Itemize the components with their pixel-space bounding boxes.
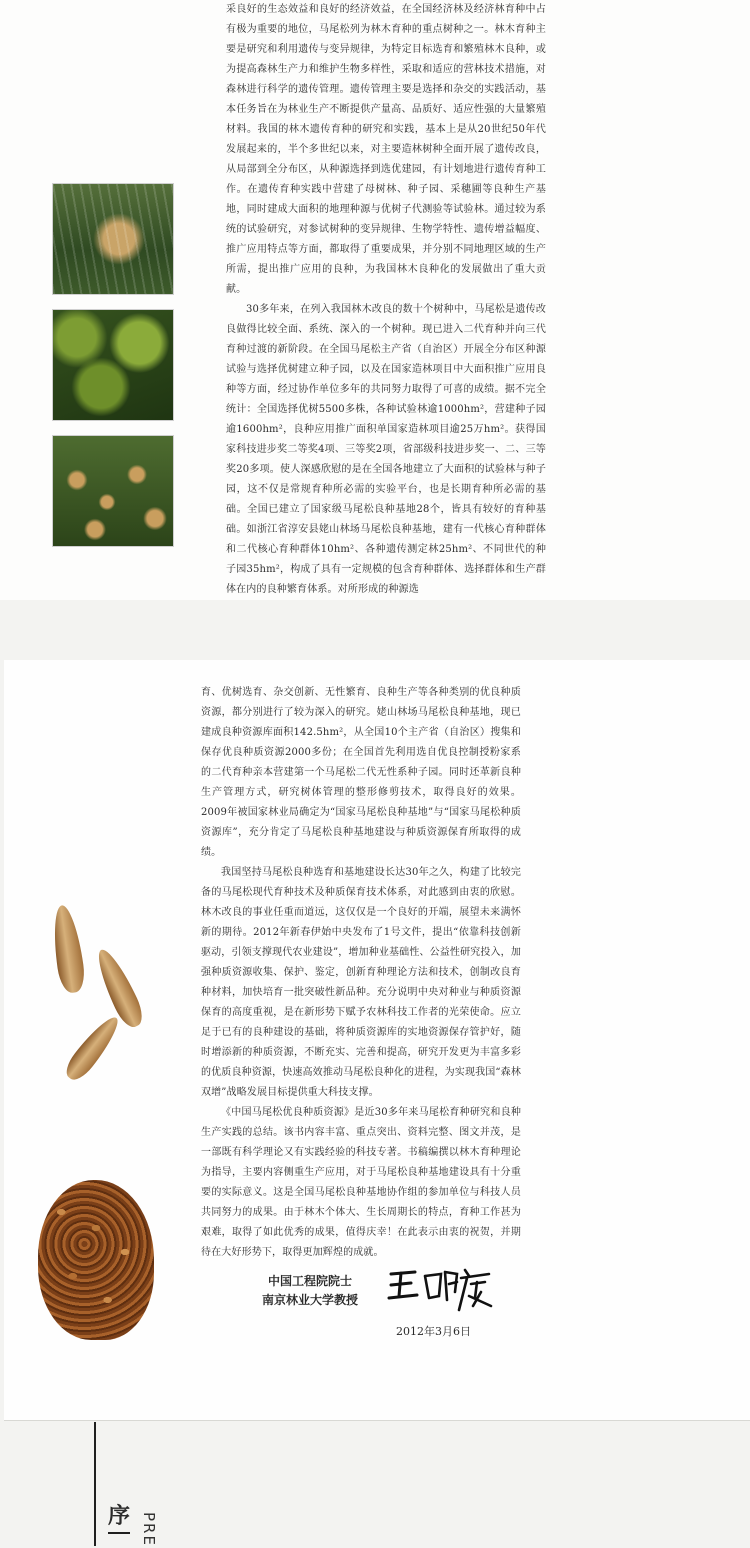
handwritten-signature [385, 1262, 495, 1314]
chapter-divider-line [94, 1422, 96, 1546]
paragraph: 采良好的生态效益和良好的经济效益，在全国经济林及经济林育种中占有极为重要的地位，马尾松列为林木育种的重点树种之一。林木育种主要是研究和利用遗传与变异规律，为特定目标选育和繁殖林木良种，或为提高森林生产力和维护生物多样性，采取和适应的营林技术措施，对森林进行科学的遗传管理。遗传管理主要是选择和杂交的实践活动，基本任务旨在为林业生产不断提供产量高、品质好、适应性强的大量繁殖材料。我国的林木遗传育种的研究和实践，基本上是从20世纪50年代发展起来的，半个多世纪以来，对主要造林树种全面开展了遗传改良，从局部到全分布区，从种源选择到选优建园，有计划地进行遗传育种工作。在遗传育种实践中营建了母树林、种子园、采穗圃等良种生产基地，同时建成大面积的地理种源与优树子代测验等试验林。通过较为系统的试验研究，对参试树种的变异规律、生物学特性、遗传增益幅度、推广应用特点等方面，都取得了重要成果，并分别不同地理区域的生产所需，提出推广应用的良种，为我国林木良种化的发展做出了重大贡献。 [226, 4, 546, 295]
paragraph: 我国坚持马尾松良种选育和基地建设长达30年之久，构建了比较完备的马尾松现代育种技术及种质保育技术体系，对此感到由衷的欣慰。林木改良的事业任重而道远，这仅仅是一个良好的开端，展望未来满怀新的期待。2012年新春伊始中央发布了1号文件，提出“依靠科技创新驱动，引领支撑现代农业建设”，增加种业基础性、公益性研究投入，加强种质资源收集、保护、鉴定，创新育种理论方法和技术，创制改良育种材料，加快培育一批突破性新品种。充分说明中央对种业与种质资源保育的高度重视，是在新形势下赋予农林科技工作者的光荣使命。应立足于已有的良种建设的基础，将种质资源库的实地资源保存管护好，随时增添新的种质资源，不断充实、完善和提高，研究开发更为丰富多彩的优质良种资源，快速高效推动马尾松良种化的进程，为实现我国“森林双增”战略发展目标提供重大科技支撑。 [201, 867, 521, 1098]
author-title-professor: 南京林业大学教授 [261, 1293, 358, 1307]
signature-date: 2012年3月6日 [396, 1325, 471, 1338]
pine-pollen-cones-photo [52, 183, 174, 295]
upper-body-text [226, 0, 546, 600]
pine-seed-pile-photo [38, 1180, 154, 1340]
chapter-title-cn: 序 [108, 1504, 131, 1529]
paragraph: 30多年来，在列入我国林木改良的数十个树种中，马尾松是遗传改良做得比较全面、系统、深入的一个树种。现已进入二代育种并向三代育种过渡的新阶段。在全国马尾松主产省（自治区）开展全分布区种源试验与选择优树建立种子园，以及在国家造林项目中大面积推广应用良种等方面，经过协作单位多年的共同努力取得了可喜的成绩。据不完全统计：全国选择优树5500多株，各种试验林逾1000hm²，营建种子园逾1600hm²，良种应用推广面积单国家造林项目逾25万hm²。获得国家科技进步奖二等奖4项、三等奖2项，省部级科技进步奖一、二、三等奖20多项。使人深感欣慰的是在全国各地建立了大面积的试验林与种子园，这不仅是常规育种所必需的实验平台，也是长期育种所必需的基础。全国已建立了国家级马尾松良种基地28个，皆具有较好的育种基础。如浙江省淳安县姥山林场马尾松良种基地，建有一代核心育种群体和二代核心育种群体10hm²、各种遗传测定林25hm²、不同世代的种子园35hm²，构成了具有一定规模的包含育种群体、选择群体和生产群体在内的良种繁育体系。对所形成的种源选 [226, 304, 546, 595]
lower-body-text [201, 683, 521, 1263]
chapter-title-en: PRE [140, 1512, 158, 1547]
author-title-academician: 中国工程院院士 [267, 1274, 352, 1288]
pine-forest-cones-photo [52, 435, 174, 547]
green-pine-cones-photo [52, 309, 174, 421]
paragraph: 育、优树选育、杂交创新、无性繁育、良种生产等各种类别的优良种质资源，都分别进行了较为深入的研究。姥山林场马尾松良种基地，现已建成良种资源库面积142.5hm²，从全国10个主产省（自治区）搜集和保存优良种质资源2000多份；在全国首先利用选自优良控制授粉家系的二代育种亲本营建第一个马尾松二代无性系种子园。同时还革新良种生产管理方式，研究树体管理的整形修剪技术，取得良好的效果。2009年被国家林业局确定为“国家马尾松良种基地”与“国家马尾松种质资源库”，充分肯定了马尾松良种基地建设与种质资源保育所取得的成绩。 [201, 687, 521, 858]
paragraph: 《中国马尾松优良种质资源》是近30多年来马尾松育种研究和良种生产实践的总结。该书内容丰富、重点突出、资料完整、图文并茂，是一部既有科学理论又有实践经验的科技专著。书稿编撰以林木育种理论为指导，主要内容侧重生产应用，对于马尾松良种基地建设具有十分重要的实际意义。这是全国马尾松良种基地协作组的参加单位与科技人员共同努力的成果。由于林木个体大、生长周期长的特点，育种工作甚为艰难，取得了如此优秀的成果，值得庆幸！在此表示由衷的祝贺，并期待在大好形势下，取得更加辉煌的成就。 [201, 1107, 521, 1258]
